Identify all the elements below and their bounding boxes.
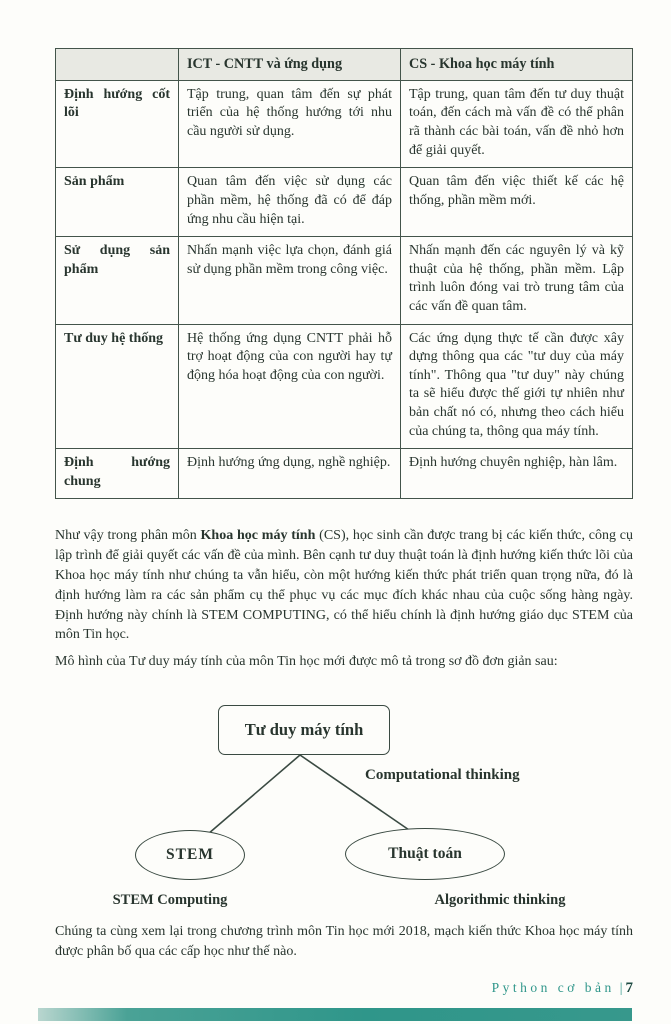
ict-cell: Quan tâm đến việc sử dụng các phần mềm, hệ thống đã có để đáp ứng nhu cầu hiện tại. bbox=[179, 168, 401, 237]
caption-stem-computing: STEM Computing bbox=[112, 892, 228, 908]
row-label-core-orientation: Định hướng cốt lõi bbox=[56, 80, 179, 167]
row-label-product-usage: Sử dụng sản phẩm bbox=[56, 237, 179, 324]
table-header-row bbox=[56, 49, 633, 81]
table-header-cs: CS - Khoa học máy tính bbox=[401, 49, 633, 81]
table-row bbox=[56, 168, 633, 237]
table-row bbox=[56, 237, 633, 324]
footer-page-number: 7 bbox=[625, 980, 633, 996]
table-header-ict: ICT - CNTT và ứng dụng bbox=[179, 49, 401, 81]
comparison-table bbox=[55, 48, 633, 499]
root-node-tu-duy-may-tinh: Tư duy máy tính bbox=[218, 705, 390, 755]
table-row bbox=[56, 324, 633, 449]
computational-thinking-diagram bbox=[0, 695, 671, 917]
paragraph-diagram-intro: Mô hình của Tư duy máy tính của môn Tin học mới được mô tả trong sơ đồ đơn giản sau: bbox=[55, 654, 558, 669]
cs-cell: Quan tâm đến việc thiết kế các hệ thống, phần mềm mới. bbox=[401, 168, 633, 237]
ict-cell: Hệ thống ứng dụng CNTT phải hỗ trợ hoạt động của con người hay tự động hóa hoạt động của con người. bbox=[179, 324, 401, 449]
cs-cell: Các ứng dụng thực tế cần được xây dựng thông qua các "tư duy của máy tính". Thông qua "tư duy" này chúng ta sẽ hiểu được thế giới tự nhiên như bản chất nó có, nhưng theo cách hiểu của chúng ta, thông qua máy tính. bbox=[401, 324, 633, 449]
paragraph-text: Như vậy trong phân môn bbox=[55, 528, 201, 543]
cs-cell: Định hướng chuyên nghiệp, hàn lâm. bbox=[401, 449, 633, 499]
bold-term-khoa-hoc-may-tinh: Khoa học máy tính bbox=[200, 528, 316, 543]
table-row bbox=[56, 449, 633, 499]
caption-computational-thinking: Computational thinking bbox=[365, 767, 520, 783]
ict-cell: Tập trung, quan tâm đến sự phát triển của hệ thống hướng tới nhu cầu người sử dụng. bbox=[179, 80, 401, 167]
footer-accent-bar bbox=[38, 1008, 632, 1021]
ict-cell: Nhấn mạnh việc lựa chọn, đánh giá sử dụng phần mềm trong công việc. bbox=[179, 237, 401, 324]
comparison-table-section bbox=[55, 48, 632, 499]
ict-cell: Định hướng ứng dụng, nghề nghiệp. bbox=[179, 449, 401, 499]
paragraph-cs-overview bbox=[55, 526, 633, 645]
row-label-general-orientation: Định hướng chung bbox=[56, 449, 179, 499]
paragraph-curriculum-note: Chúng ta cùng xem lại trong chương trình môn Tin học mới 2018, mạch kiến thức Khoa học máy tính được phân bố qua các cấp học như thế nào. bbox=[55, 924, 633, 959]
table-row bbox=[56, 80, 633, 167]
cs-cell: Tập trung, quan tâm đến tư duy thuật toán, đến cách mà vấn đề có thể phân rã thành các bài toán, vấn đề nhỏ hơn để giải quyết. bbox=[401, 80, 633, 167]
footer-divider: | bbox=[619, 980, 623, 995]
stem-ellipse: STEM bbox=[135, 830, 245, 880]
row-label-product: Sản phẩm bbox=[56, 168, 179, 237]
footer-book-title: Python cơ bản bbox=[491, 980, 615, 995]
row-label-system-thinking: Tư duy hệ thống bbox=[56, 324, 179, 449]
thuat-toan-ellipse: Thuật toán bbox=[345, 828, 505, 880]
table-corner-cell bbox=[56, 49, 179, 81]
cs-cell: Nhấn mạnh đến các nguyên lý và kỹ thuật của hệ thống, phần mềm. Lập trình luôn đóng vai trò trung tâm của các vấn đề quan tâm. bbox=[401, 237, 633, 324]
paragraph-text: (CS), học sinh cần được trang bị các kiến thức, công cụ lập trình để giải quyết các vấn đề của mình. Bên cạnh tư duy thuật toán là định hướng kiến thức lõi của Khoa học máy tính như chúng ta vẫn hiểu, còn một hướng kiến thức phát triển quan trọng nữa, đó là định hướng làm ra các sản phẩm cụ thể phục vụ các mục đích khác nhau của cuộc sống hàng ngày. Định hướng này chính là STEM COMPUTING, có thể hiểu chính là định hướng giáo dục STEM của môn Tin học. bbox=[55, 528, 634, 643]
caption-algorithmic-thinking: Algorithmic thinking bbox=[434, 892, 566, 908]
page-footer bbox=[55, 979, 633, 997]
